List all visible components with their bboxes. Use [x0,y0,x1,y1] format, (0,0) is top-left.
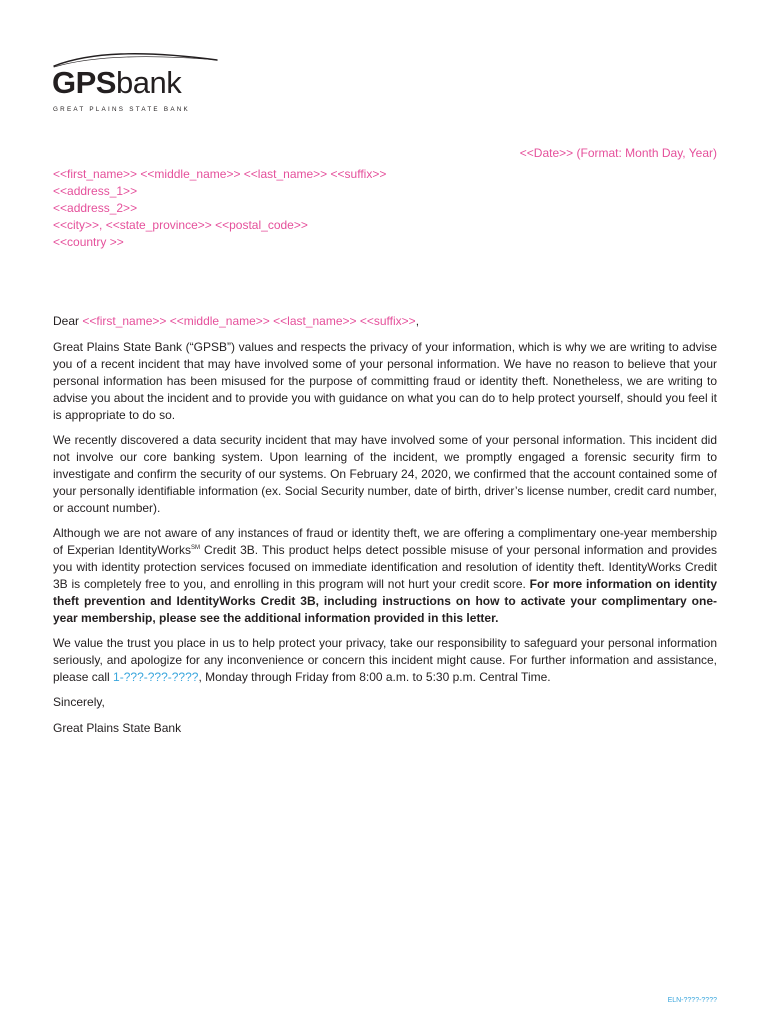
service-mark: SM [190,545,200,551]
footer-reference-code: ELN-????-???? [667,997,717,1004]
date-placeholder: <<Date>> (Format: Month Day, Year) [519,146,717,160]
letter-body [53,313,717,746]
paragraph-identityworks-offer: Although we are not aware of any instances of fraud or identity theft, we are offering a complimentary one-year membership of Experian IdentityWorks℠ Credit 3B. This product helps detect possible misuse of your personal information and provides you with identity protection services focused on immediate identification and resolution of identity theft. IdentityWorks Credit 3B is completely free to you, and enrolling in this program will not hurt your credit score. For more information on identity theft prevention and IdentityWorks Credit 3B, including instructions on how to activate your complimentary one-year membership, please see the additional information provided in this letter. [53,526,717,625]
address-line-1: <<address_1>> [53,184,138,198]
address-line-2: <<address_2>> [53,201,138,215]
address-line-country: <<country >> [53,235,124,249]
address-line-name: <<first_name>> <<middle_name>> <<last_name>> <<suffix>> [53,167,387,181]
salutation-name-placeholder: <<first_name>> <<middle_name>> <<last_name>> <<suffix>> [82,314,416,328]
gpsbank-logo [52,50,222,120]
phone-number-link[interactable]: 1-???-???-???? [113,670,199,684]
closing: Sincerely, [53,695,105,709]
paragraph-contact: We value the trust you place in us to help protect your privacy, take our responsibility to safeguard your personal information seriously, and apologize for any inconvenience or concern this incident might cause. For further information and assistance, please call 1-???-???-????, Monday through Friday from 8:00 a.m. to 5:30 p.m. Central Time. [53,636,717,684]
salutation: Dear <<first_name>> <<middle_name>> <<last_name>> <<suffix>>, [53,314,420,328]
bold-instructions: For more information on identity theft prevention and IdentityWorks Credit 3B, including instructions on how to activate your complimentary one-year membership, please see the additional information provided in this letter. [53,577,717,625]
address-line-city: <<city>>, <<state_province>> <<postal_code>> [53,218,308,232]
logo-wordmark: GPSbank [52,65,182,100]
logo-subtitle: GREAT PLAINS STATE BANK [53,106,191,113]
recipient-address-block [53,166,386,251]
paragraph-privacy-intro: Great Plains State Bank (“GPSB”) values and respects the privacy of your information, which is why we are writing to advise you of a recent incident that may have involved some of your personal information. We have no reason to believe that your personal information has been misused for the purpose of committing fraud or identity theft. Nonetheless, we are writing to advise you about the incident and to provide you with guidance on what you can do to help protect yourself, should you feel it is appropriate to do so. [53,340,717,422]
paragraph-incident-details: We recently discovered a data security incident that may have involved some of your personal information. This incident did not involve our core banking system. Upon learning of the incident, we promptly engaged a forensic security firm to investigate and confirm the security of our systems. On February 24, 2020, we confirmed that the account contained some of your personally identifiable information (ex. Social Security number, date of birth, driver’s license number, credit card number, or account number). [53,433,717,515]
signature: Great Plains State Bank [53,721,182,735]
